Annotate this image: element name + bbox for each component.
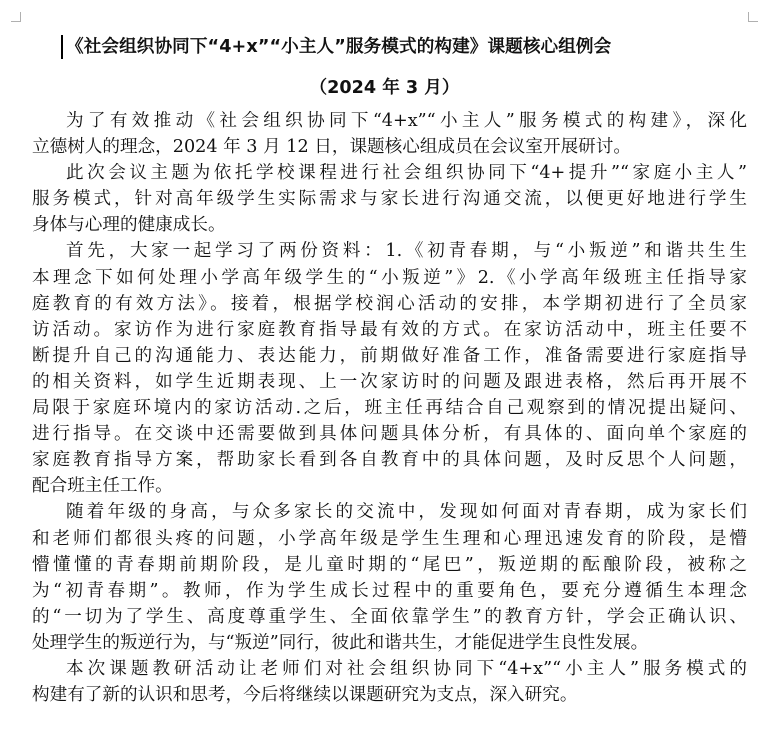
text-line: 的相关资料，如学生近期表现、上一次家访时的问题及跟进表格，然后再开展不: [32, 371, 747, 392]
paragraph-4[interactable]: [32, 499, 747, 656]
text-line: 进行指导。在交谈中还需要做到具体问题具体分析，有具体的、面向单个家庭的: [32, 424, 747, 445]
text-line: 断提升自己的沟通能力、表达能力，前期做好准备工作，准备需要进行家庭指导: [32, 345, 747, 366]
text-line: 身体与心理的健康成长。: [32, 215, 226, 236]
text-line: 处理学生的叛逆行为，与“叛逆”同行，彼此和谐共生，才能促进学生良性发展。: [32, 632, 649, 653]
document-body[interactable]: [32, 108, 747, 708]
text-line: 此次会议主题为依托学校课程进行社会组织协同下“4+提升”“家庭小主人”: [66, 163, 747, 184]
text-line: 首先，大家一起学习了两份资料：1.《初青春期，与“小叛逆”和谐共生生: [66, 241, 747, 262]
text-line: 家庭教育指导方案，帮助家长看到各自教育中的具体问题，及时反思个人问题，: [32, 450, 747, 471]
text-line: 的“一切为了学生、高度尊重学生、全面依靠学生”的教育方针，学会正确认识、: [32, 606, 747, 627]
text-line: 服务模式，针对高年级学生实际需求与家长进行沟通交流，以便更好地进行学生: [32, 189, 747, 210]
document-title[interactable]: 《社会组织协同下“4+x”“小主人”服务模式的构建》课题核心组例会: [66, 37, 612, 57]
text-line: 本理念下如何处理小学高年级学生的“小叛逆”》2.《小学高年级班主任指导家: [32, 267, 747, 288]
page-corner-mark-top-left: [11, 12, 21, 22]
text-line: 和老师们都很头疼的问题，小学高年级是学生生理和心理迅速发育的阶段，是懵: [32, 528, 747, 549]
text-line: 懵懂懂的青春期前期阶段，是儿童时期的“尾巴”，叛逆期的酝酿阶段，被称之: [32, 554, 747, 575]
text-cursor: [61, 35, 63, 59]
text-line: 构建有了新的认识和思考，今后将继续以课题研究为支点，深入研究。: [32, 685, 578, 706]
text-line: 访活动。家访作为进行家庭教育指导最有效的方式。在家访活动中，班主任要不: [32, 319, 747, 340]
text-line: 本次课题教研活动让老师们对社会组织协同下“4+x”“小主人”服务模式的: [66, 658, 747, 679]
text-line: 立德树人的理念，2024 年 3 月 12 日，课题核心组成员在会议室开展研讨。: [32, 137, 631, 158]
text-line: 随着年级的身高，与众多家长的交流中，发现如何面对青春期，成为家长们: [66, 502, 747, 523]
paragraph-5[interactable]: [32, 656, 747, 708]
paragraph-3[interactable]: [32, 238, 747, 499]
text-line: 配合班主任工作。: [32, 476, 173, 497]
paragraph-2[interactable]: [32, 160, 747, 238]
text-line: 为“初青春期”。教师，作为学生成长过程中的重要角色，要充分遵循生本理念: [32, 580, 747, 601]
text-line: 局限于家庭环境内的家访活动.之后，班主任再结合自己观察到的情况提出疑问、: [32, 398, 747, 419]
document-date[interactable]: （2024 年 3 月）: [309, 78, 460, 98]
paragraph-1[interactable]: [32, 108, 747, 160]
text-line: 庭教育的有效方法》。接着，根据学校润心活动的安排，本学期初进行了全员家: [32, 293, 747, 314]
text-line: 为了有效推动《社会组织协同下“4+x”“小主人”服务模式的构建》，深化: [66, 111, 747, 131]
page-corner-mark-top-right: [748, 12, 758, 22]
